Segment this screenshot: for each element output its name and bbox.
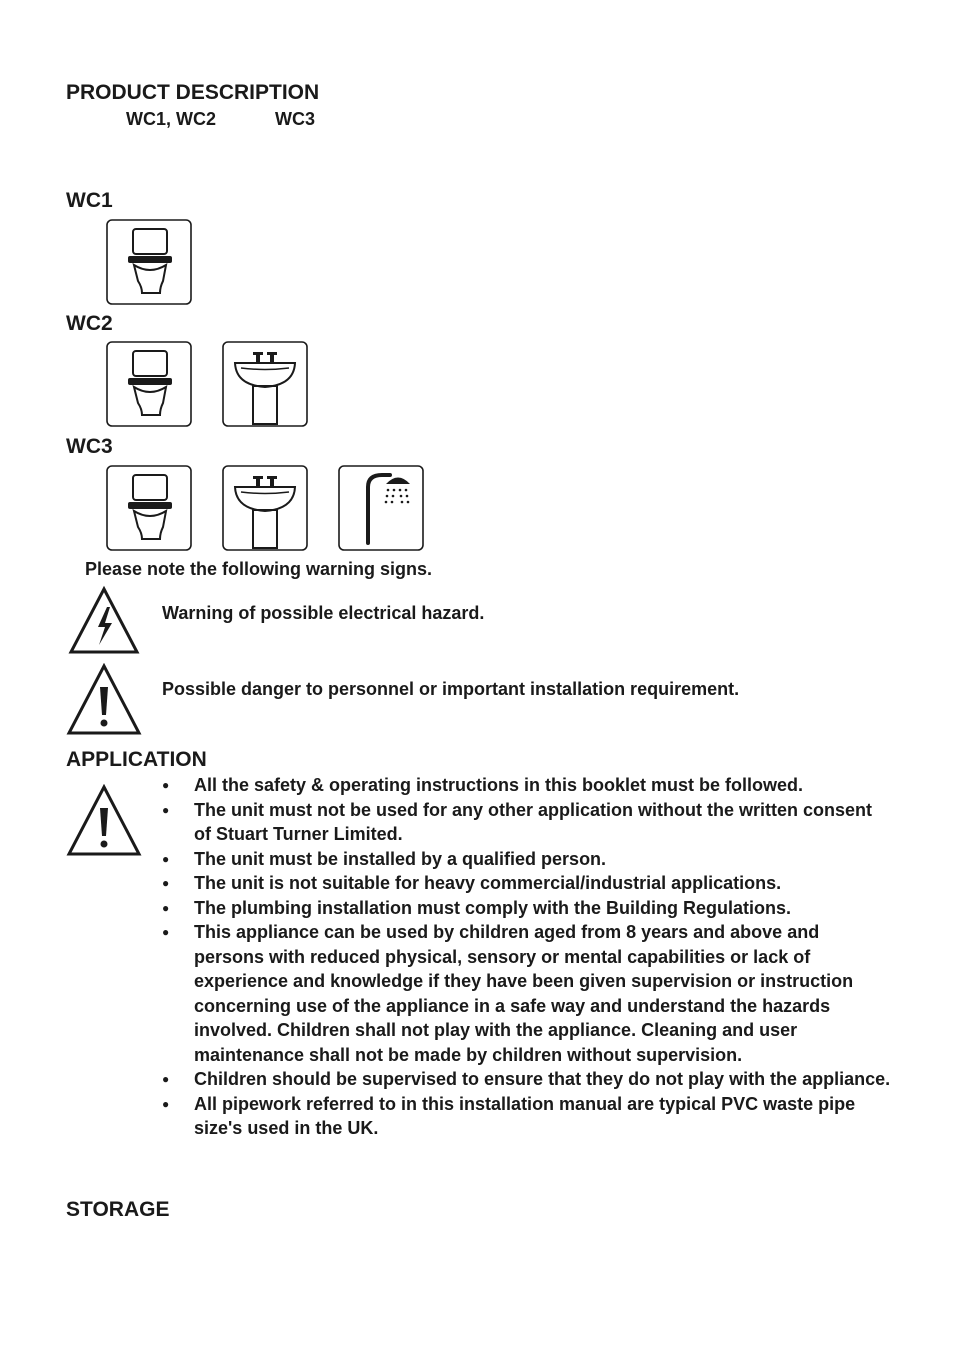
- group-label-wc1: WC1: [66, 189, 113, 212]
- group-label-wc2: WC2: [66, 312, 113, 335]
- danger-warning-text: Possible danger to personnel or important installation requirement.: [162, 679, 740, 699]
- list-item: ● All pipework referred to in this installation manual are typical PVC waste pipe size's used in the UK.: [162, 1092, 892, 1141]
- list-item: ● The plumbing installation must comply with the Building Regulations.: [162, 896, 892, 921]
- toilet-icon: [106, 341, 192, 427]
- page-title: PRODUCT DESCRIPTION: [66, 81, 320, 104]
- shower-icon: [338, 465, 424, 551]
- warning-intro: Please note the following warning signs.: [85, 559, 433, 579]
- toilet-icon: [106, 219, 192, 305]
- group-label-wc3: WC3: [66, 435, 113, 458]
- toilet-icon: [106, 465, 192, 551]
- electrical-hazard-icon: [68, 585, 140, 655]
- application-heading: APPLICATION: [66, 748, 207, 771]
- list-item: ● This appliance can be used by children aged from 8 years and above and persons with reduced physical, sensory or mental capabilities or lack of experience and knowledge if they have been given supervision or instruction concerning use of the appliance in a safe way and understand the hazards involved. Children shall not play with the appliance. Cleaning and user maintenance shall not be made by children without supervision.: [162, 920, 892, 1067]
- electrical-warning-text: Warning of possible electrical hazard.: [162, 603, 485, 623]
- list-item: ● The unit must be installed by a qualified person.: [162, 847, 892, 872]
- basin-icon: [222, 465, 308, 551]
- danger-warning-icon: [66, 784, 142, 857]
- models-wc1-wc2: WC1, WC2: [126, 109, 216, 129]
- danger-warning-icon: [66, 663, 142, 736]
- basin-icon: [222, 341, 308, 427]
- list-item: ● The unit is not suitable for heavy commercial/industrial applications.: [162, 871, 892, 896]
- list-item: ● Children should be supervised to ensure that they do not play with the appliance.: [162, 1067, 892, 1092]
- application-list: [162, 773, 892, 1141]
- models-wc3: WC3: [275, 109, 315, 129]
- list-item: ● The unit must not be used for any other application without the written consent of Stuart Turner Limited.: [162, 798, 892, 847]
- storage-heading: STORAGE: [66, 1198, 170, 1221]
- list-item: ● All the safety & operating instructions in this booklet must be followed.: [162, 773, 892, 798]
